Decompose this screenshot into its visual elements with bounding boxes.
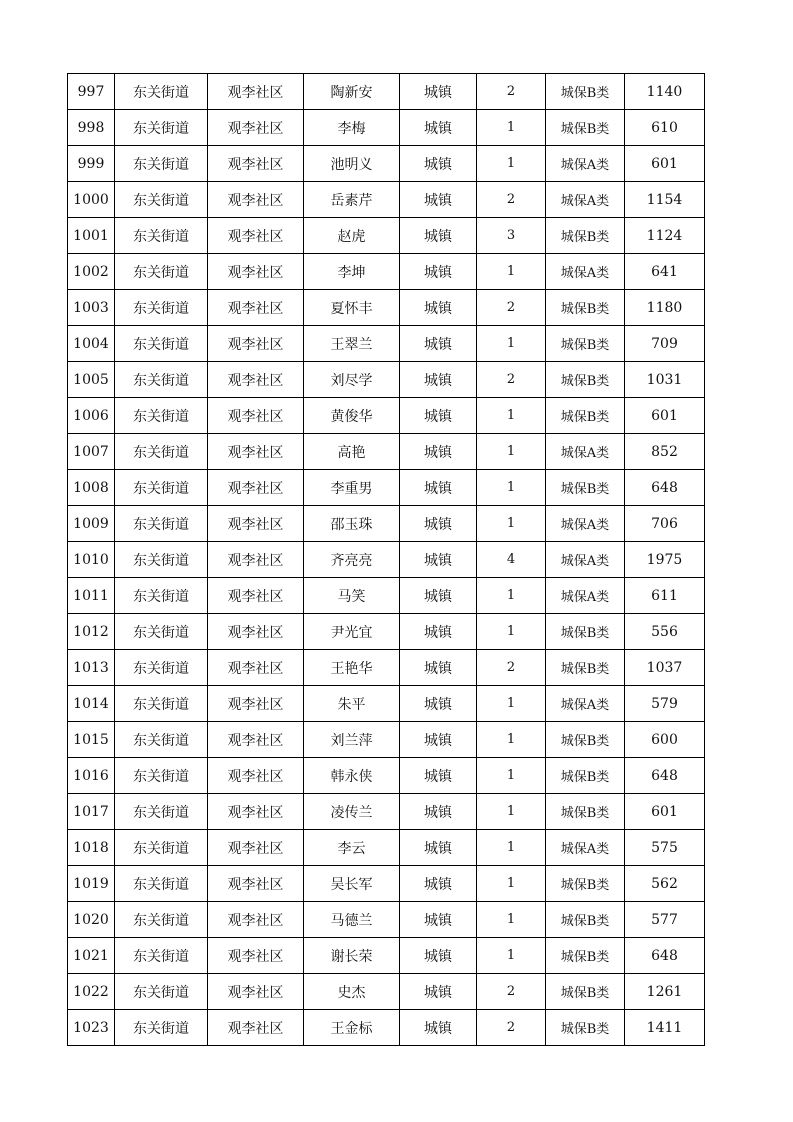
- household-type-cell: 城镇: [400, 794, 477, 830]
- community-cell: 观李社区: [208, 902, 304, 938]
- category-cell: 城保B类: [546, 218, 625, 254]
- category-cell: 城保B类: [546, 974, 625, 1010]
- category-cell: 城保B类: [546, 74, 625, 110]
- household-size-cell: 1: [477, 758, 546, 794]
- table-row: [68, 902, 705, 938]
- household-size-cell: 1: [477, 686, 546, 722]
- name-cell: 黄俊华: [304, 398, 400, 434]
- category-cell: 城保B类: [546, 398, 625, 434]
- table-row: [68, 326, 705, 362]
- household-type-cell: 城镇: [400, 326, 477, 362]
- household-size-cell: 1: [477, 830, 546, 866]
- household-type-cell: 城镇: [400, 578, 477, 614]
- amount-cell: 648: [625, 470, 705, 506]
- community-cell: 观李社区: [208, 146, 304, 182]
- category-cell: 城保A类: [546, 578, 625, 614]
- household-size-cell: 2: [477, 290, 546, 326]
- community-cell: 观李社区: [208, 614, 304, 650]
- category-cell: 城保A类: [546, 830, 625, 866]
- row-number-cell: 1005: [68, 362, 115, 398]
- amount-cell: 852: [625, 434, 705, 470]
- row-number-cell: 1022: [68, 974, 115, 1010]
- community-cell: 观李社区: [208, 542, 304, 578]
- category-cell: 城保B类: [546, 902, 625, 938]
- table-row: [68, 650, 705, 686]
- benefit-records-table: [67, 73, 705, 1046]
- row-number-cell: 1018: [68, 830, 115, 866]
- row-number-cell: 1002: [68, 254, 115, 290]
- table-row: [68, 614, 705, 650]
- subdistrict-cell: 东关街道: [115, 866, 208, 902]
- category-cell: 城保B类: [546, 470, 625, 506]
- amount-cell: 601: [625, 398, 705, 434]
- row-number-cell: 1019: [68, 866, 115, 902]
- amount-cell: 562: [625, 866, 705, 902]
- amount-cell: 709: [625, 326, 705, 362]
- amount-cell: 1140: [625, 74, 705, 110]
- category-cell: 城保B类: [546, 326, 625, 362]
- category-cell: 城保A类: [546, 542, 625, 578]
- amount-cell: 601: [625, 146, 705, 182]
- community-cell: 观李社区: [208, 110, 304, 146]
- amount-cell: 1411: [625, 1010, 705, 1046]
- table-row: [68, 938, 705, 974]
- household-type-cell: 城镇: [400, 470, 477, 506]
- household-size-cell: 3: [477, 218, 546, 254]
- amount-cell: 575: [625, 830, 705, 866]
- name-cell: 凌传兰: [304, 794, 400, 830]
- table-row: [68, 74, 705, 110]
- category-cell: 城保A类: [546, 506, 625, 542]
- household-type-cell: 城镇: [400, 866, 477, 902]
- community-cell: 观李社区: [208, 722, 304, 758]
- amount-cell: 577: [625, 902, 705, 938]
- community-cell: 观李社区: [208, 506, 304, 542]
- subdistrict-cell: 东关街道: [115, 542, 208, 578]
- household-size-cell: 2: [477, 1010, 546, 1046]
- category-cell: 城保B类: [546, 722, 625, 758]
- household-size-cell: 2: [477, 650, 546, 686]
- category-cell: 城保B类: [546, 794, 625, 830]
- table-row: [68, 866, 705, 902]
- household-size-cell: 1: [477, 254, 546, 290]
- household-size-cell: 1: [477, 398, 546, 434]
- community-cell: 观李社区: [208, 362, 304, 398]
- household-size-cell: 1: [477, 506, 546, 542]
- household-type-cell: 城镇: [400, 1010, 477, 1046]
- subdistrict-cell: 东关街道: [115, 578, 208, 614]
- table-row: [68, 722, 705, 758]
- category-cell: 城保B类: [546, 614, 625, 650]
- row-number-cell: 1017: [68, 794, 115, 830]
- household-size-cell: 1: [477, 866, 546, 902]
- amount-cell: 648: [625, 938, 705, 974]
- category-cell: 城保A类: [546, 146, 625, 182]
- subdistrict-cell: 东关街道: [115, 110, 208, 146]
- household-size-cell: 2: [477, 974, 546, 1010]
- subdistrict-cell: 东关街道: [115, 362, 208, 398]
- community-cell: 观李社区: [208, 758, 304, 794]
- table-row: [68, 398, 705, 434]
- household-type-cell: 城镇: [400, 686, 477, 722]
- name-cell: 刘兰萍: [304, 722, 400, 758]
- household-type-cell: 城镇: [400, 542, 477, 578]
- household-type-cell: 城镇: [400, 362, 477, 398]
- row-number-cell: 1021: [68, 938, 115, 974]
- household-type-cell: 城镇: [400, 290, 477, 326]
- table-row: [68, 290, 705, 326]
- subdistrict-cell: 东关街道: [115, 1010, 208, 1046]
- row-number-cell: 998: [68, 110, 115, 146]
- subdistrict-cell: 东关街道: [115, 218, 208, 254]
- table-body: [68, 74, 705, 1046]
- household-type-cell: 城镇: [400, 614, 477, 650]
- row-number-cell: 1014: [68, 686, 115, 722]
- name-cell: 朱平: [304, 686, 400, 722]
- category-cell: 城保A类: [546, 686, 625, 722]
- household-type-cell: 城镇: [400, 74, 477, 110]
- table-row: [68, 758, 705, 794]
- category-cell: 城保B类: [546, 362, 625, 398]
- subdistrict-cell: 东关街道: [115, 686, 208, 722]
- household-type-cell: 城镇: [400, 254, 477, 290]
- subdistrict-cell: 东关街道: [115, 974, 208, 1010]
- name-cell: 岳素芹: [304, 182, 400, 218]
- row-number-cell: 1016: [68, 758, 115, 794]
- amount-cell: 1124: [625, 218, 705, 254]
- table-row: [68, 578, 705, 614]
- table-row: [68, 686, 705, 722]
- table-row: [68, 110, 705, 146]
- subdistrict-cell: 东关街道: [115, 830, 208, 866]
- name-cell: 吴长军: [304, 866, 400, 902]
- table-row: [68, 542, 705, 578]
- name-cell: 李坤: [304, 254, 400, 290]
- amount-cell: 611: [625, 578, 705, 614]
- row-number-cell: 999: [68, 146, 115, 182]
- row-number-cell: 1023: [68, 1010, 115, 1046]
- table-row: [68, 506, 705, 542]
- row-number-cell: 1001: [68, 218, 115, 254]
- household-size-cell: 1: [477, 902, 546, 938]
- name-cell: 陶新安: [304, 74, 400, 110]
- household-size-cell: 1: [477, 938, 546, 974]
- row-number-cell: 1003: [68, 290, 115, 326]
- community-cell: 观李社区: [208, 794, 304, 830]
- community-cell: 观李社区: [208, 686, 304, 722]
- subdistrict-cell: 东关街道: [115, 434, 208, 470]
- amount-cell: 1037: [625, 650, 705, 686]
- household-size-cell: 1: [477, 794, 546, 830]
- row-number-cell: 1000: [68, 182, 115, 218]
- household-size-cell: 4: [477, 542, 546, 578]
- table-row: [68, 254, 705, 290]
- category-cell: 城保B类: [546, 866, 625, 902]
- row-number-cell: 1015: [68, 722, 115, 758]
- table-row: [68, 794, 705, 830]
- household-size-cell: 2: [477, 182, 546, 218]
- table-row: [68, 470, 705, 506]
- household-size-cell: 2: [477, 74, 546, 110]
- community-cell: 观李社区: [208, 578, 304, 614]
- name-cell: 尹光宜: [304, 614, 400, 650]
- row-number-cell: 1006: [68, 398, 115, 434]
- subdistrict-cell: 东关街道: [115, 182, 208, 218]
- name-cell: 齐亮亮: [304, 542, 400, 578]
- name-cell: 池明义: [304, 146, 400, 182]
- table-row: [68, 830, 705, 866]
- amount-cell: 579: [625, 686, 705, 722]
- row-number-cell: 1008: [68, 470, 115, 506]
- household-type-cell: 城镇: [400, 722, 477, 758]
- name-cell: 马笑: [304, 578, 400, 614]
- community-cell: 观李社区: [208, 398, 304, 434]
- household-type-cell: 城镇: [400, 830, 477, 866]
- community-cell: 观李社区: [208, 74, 304, 110]
- row-number-cell: 1004: [68, 326, 115, 362]
- amount-cell: 610: [625, 110, 705, 146]
- subdistrict-cell: 东关街道: [115, 470, 208, 506]
- household-size-cell: 2: [477, 362, 546, 398]
- community-cell: 观李社区: [208, 830, 304, 866]
- subdistrict-cell: 东关街道: [115, 614, 208, 650]
- amount-cell: 648: [625, 758, 705, 794]
- household-size-cell: 1: [477, 110, 546, 146]
- row-number-cell: 997: [68, 74, 115, 110]
- amount-cell: 1154: [625, 182, 705, 218]
- household-type-cell: 城镇: [400, 434, 477, 470]
- community-cell: 观李社区: [208, 938, 304, 974]
- category-cell: 城保B类: [546, 1010, 625, 1046]
- community-cell: 观李社区: [208, 1010, 304, 1046]
- table-row: [68, 434, 705, 470]
- community-cell: 观李社区: [208, 254, 304, 290]
- name-cell: 刘尽学: [304, 362, 400, 398]
- row-number-cell: 1010: [68, 542, 115, 578]
- name-cell: 史杰: [304, 974, 400, 1010]
- name-cell: 王翠兰: [304, 326, 400, 362]
- household-type-cell: 城镇: [400, 938, 477, 974]
- subdistrict-cell: 东关街道: [115, 722, 208, 758]
- amount-cell: 1031: [625, 362, 705, 398]
- amount-cell: 1261: [625, 974, 705, 1010]
- household-size-cell: 1: [477, 434, 546, 470]
- subdistrict-cell: 东关街道: [115, 254, 208, 290]
- category-cell: 城保B类: [546, 110, 625, 146]
- table-row: [68, 182, 705, 218]
- amount-cell: 1975: [625, 542, 705, 578]
- household-size-cell: 1: [477, 614, 546, 650]
- category-cell: 城保A类: [546, 434, 625, 470]
- name-cell: 韩永侠: [304, 758, 400, 794]
- table-row: [68, 1010, 705, 1046]
- category-cell: 城保B类: [546, 758, 625, 794]
- household-type-cell: 城镇: [400, 506, 477, 542]
- amount-cell: 556: [625, 614, 705, 650]
- amount-cell: 641: [625, 254, 705, 290]
- table-row: [68, 218, 705, 254]
- table-row: [68, 146, 705, 182]
- amount-cell: 1180: [625, 290, 705, 326]
- name-cell: 夏怀丰: [304, 290, 400, 326]
- category-cell: 城保B类: [546, 650, 625, 686]
- row-number-cell: 1012: [68, 614, 115, 650]
- name-cell: 李云: [304, 830, 400, 866]
- household-type-cell: 城镇: [400, 902, 477, 938]
- table-row: [68, 974, 705, 1010]
- community-cell: 观李社区: [208, 650, 304, 686]
- subdistrict-cell: 东关街道: [115, 506, 208, 542]
- row-number-cell: 1007: [68, 434, 115, 470]
- name-cell: 李梅: [304, 110, 400, 146]
- household-size-cell: 1: [477, 470, 546, 506]
- name-cell: 赵虎: [304, 218, 400, 254]
- household-type-cell: 城镇: [400, 146, 477, 182]
- category-cell: 城保A类: [546, 182, 625, 218]
- category-cell: 城保B类: [546, 938, 625, 974]
- subdistrict-cell: 东关街道: [115, 326, 208, 362]
- community-cell: 观李社区: [208, 470, 304, 506]
- household-size-cell: 1: [477, 578, 546, 614]
- subdistrict-cell: 东关街道: [115, 398, 208, 434]
- subdistrict-cell: 东关街道: [115, 902, 208, 938]
- community-cell: 观李社区: [208, 290, 304, 326]
- subdistrict-cell: 东关街道: [115, 758, 208, 794]
- row-number-cell: 1020: [68, 902, 115, 938]
- category-cell: 城保B类: [546, 290, 625, 326]
- household-size-cell: 1: [477, 722, 546, 758]
- name-cell: 邵玉珠: [304, 506, 400, 542]
- community-cell: 观李社区: [208, 866, 304, 902]
- community-cell: 观李社区: [208, 434, 304, 470]
- name-cell: 王艳华: [304, 650, 400, 686]
- household-size-cell: 1: [477, 146, 546, 182]
- row-number-cell: 1011: [68, 578, 115, 614]
- household-type-cell: 城镇: [400, 182, 477, 218]
- household-type-cell: 城镇: [400, 758, 477, 794]
- subdistrict-cell: 东关街道: [115, 290, 208, 326]
- amount-cell: 600: [625, 722, 705, 758]
- community-cell: 观李社区: [208, 182, 304, 218]
- row-number-cell: 1009: [68, 506, 115, 542]
- subdistrict-cell: 东关街道: [115, 938, 208, 974]
- table-row: [68, 362, 705, 398]
- community-cell: 观李社区: [208, 974, 304, 1010]
- community-cell: 观李社区: [208, 218, 304, 254]
- name-cell: 马德兰: [304, 902, 400, 938]
- name-cell: 李重男: [304, 470, 400, 506]
- subdistrict-cell: 东关街道: [115, 146, 208, 182]
- household-size-cell: 1: [477, 326, 546, 362]
- amount-cell: 706: [625, 506, 705, 542]
- household-type-cell: 城镇: [400, 650, 477, 686]
- subdistrict-cell: 东关街道: [115, 74, 208, 110]
- household-type-cell: 城镇: [400, 110, 477, 146]
- category-cell: 城保A类: [546, 254, 625, 290]
- subdistrict-cell: 东关街道: [115, 794, 208, 830]
- row-number-cell: 1013: [68, 650, 115, 686]
- community-cell: 观李社区: [208, 326, 304, 362]
- name-cell: 王金标: [304, 1010, 400, 1046]
- household-type-cell: 城镇: [400, 218, 477, 254]
- name-cell: 谢长荣: [304, 938, 400, 974]
- name-cell: 高艳: [304, 434, 400, 470]
- subdistrict-cell: 东关街道: [115, 650, 208, 686]
- household-type-cell: 城镇: [400, 398, 477, 434]
- household-type-cell: 城镇: [400, 974, 477, 1010]
- amount-cell: 601: [625, 794, 705, 830]
